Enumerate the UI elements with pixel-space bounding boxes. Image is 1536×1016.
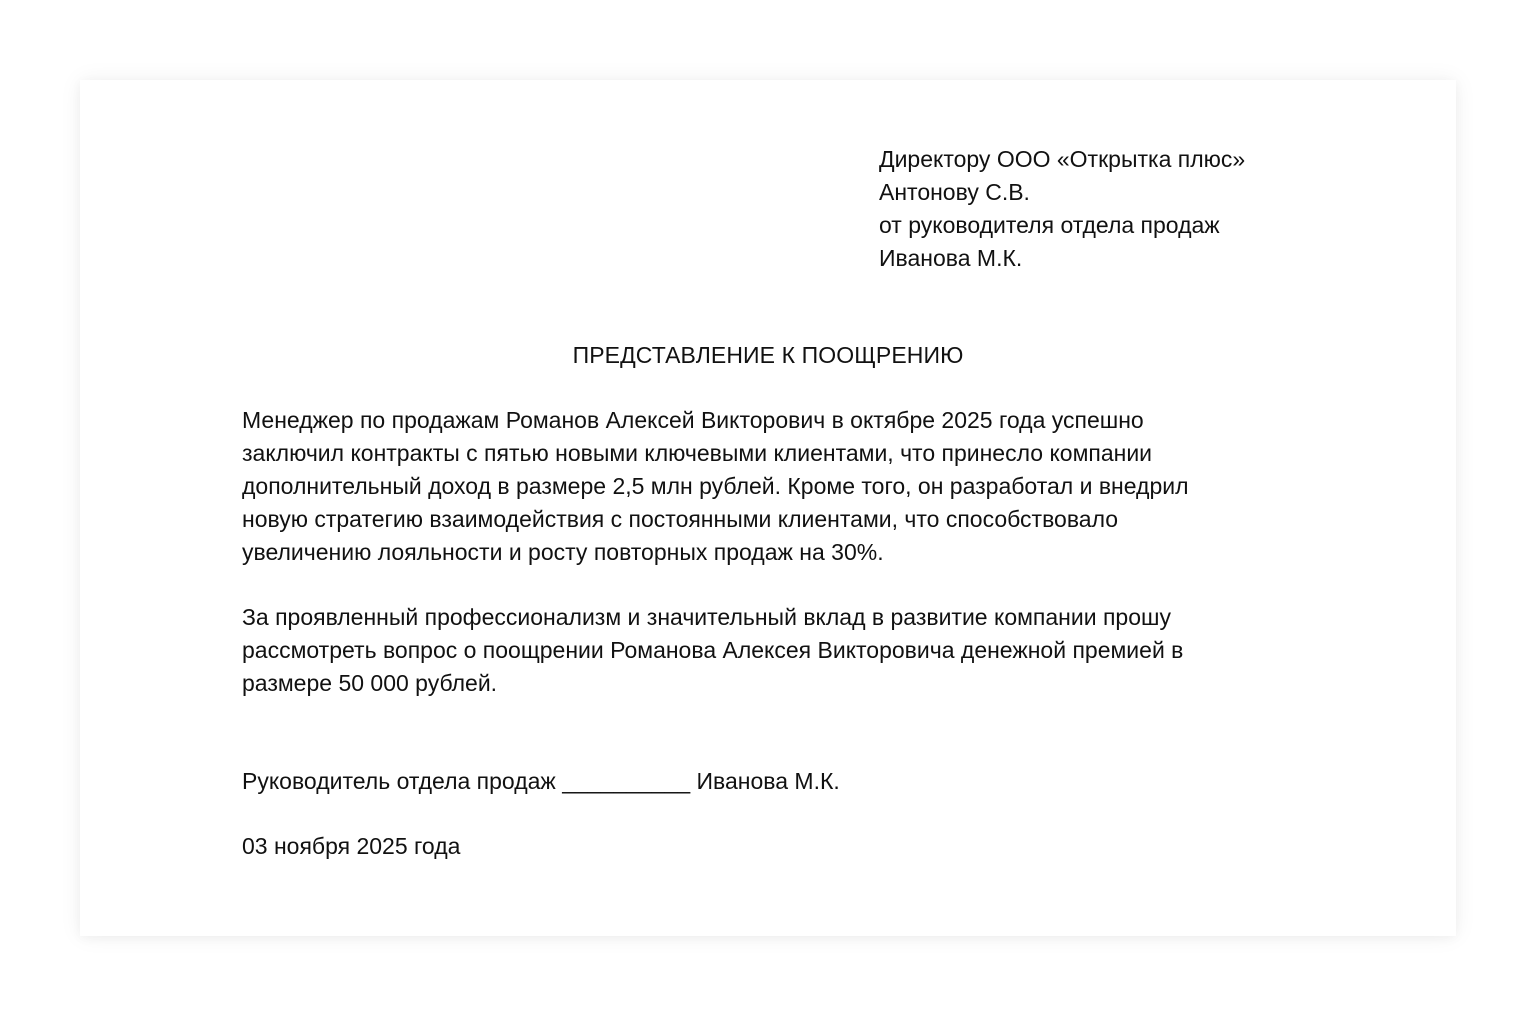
document-title: ПРЕДСТАВЛЕНИЕ К ПООЩРЕНИЮ	[572, 342, 964, 368]
addressee-line: Директору ООО «Открытка плюс»	[879, 146, 1246, 172]
addressee-line: Иванова М.К.	[879, 245, 1023, 271]
paragraph-line: рассмотреть вопрос о поощрении Романова Алексея Викторовича денежной премией в	[242, 637, 1184, 663]
document-date: 03 ноября 2025 года	[242, 833, 461, 859]
body-paragraph-2	[242, 601, 1282, 700]
paragraph-line: заключил контракты с пятью новыми ключевыми клиентами, что принесло компании	[242, 440, 1153, 466]
paragraph-line: размере 50 000 рублей.	[242, 670, 498, 696]
signature-line: Руководитель отдела продаж __________ Иванова М.К.	[242, 768, 840, 794]
paragraph-line: дополнительный доход в размере 2,5 млн рублей. Кроме того, он разработал и внедрил	[242, 473, 1189, 499]
addressee-block	[879, 143, 1245, 275]
document-page	[80, 80, 1456, 936]
addressee-line: Антонову С.В.	[879, 179, 1030, 205]
paragraph-line: За проявленный профессионализм и значительный вклад в развитие компании прошу	[242, 604, 1171, 630]
paragraph-line: новую стратегию взаимодействия с постоянными клиентами, что способствовало	[242, 506, 1119, 532]
body-paragraph-1	[242, 404, 1282, 569]
addressee-line: от руководителя отдела продаж	[879, 212, 1220, 238]
paragraph-line: увеличению лояльности и росту повторных продаж на 30%.	[242, 539, 884, 565]
paragraph-line: Менеджер по продажам Романов Алексей Викторович в октябре 2025 года успешно	[242, 407, 1144, 433]
